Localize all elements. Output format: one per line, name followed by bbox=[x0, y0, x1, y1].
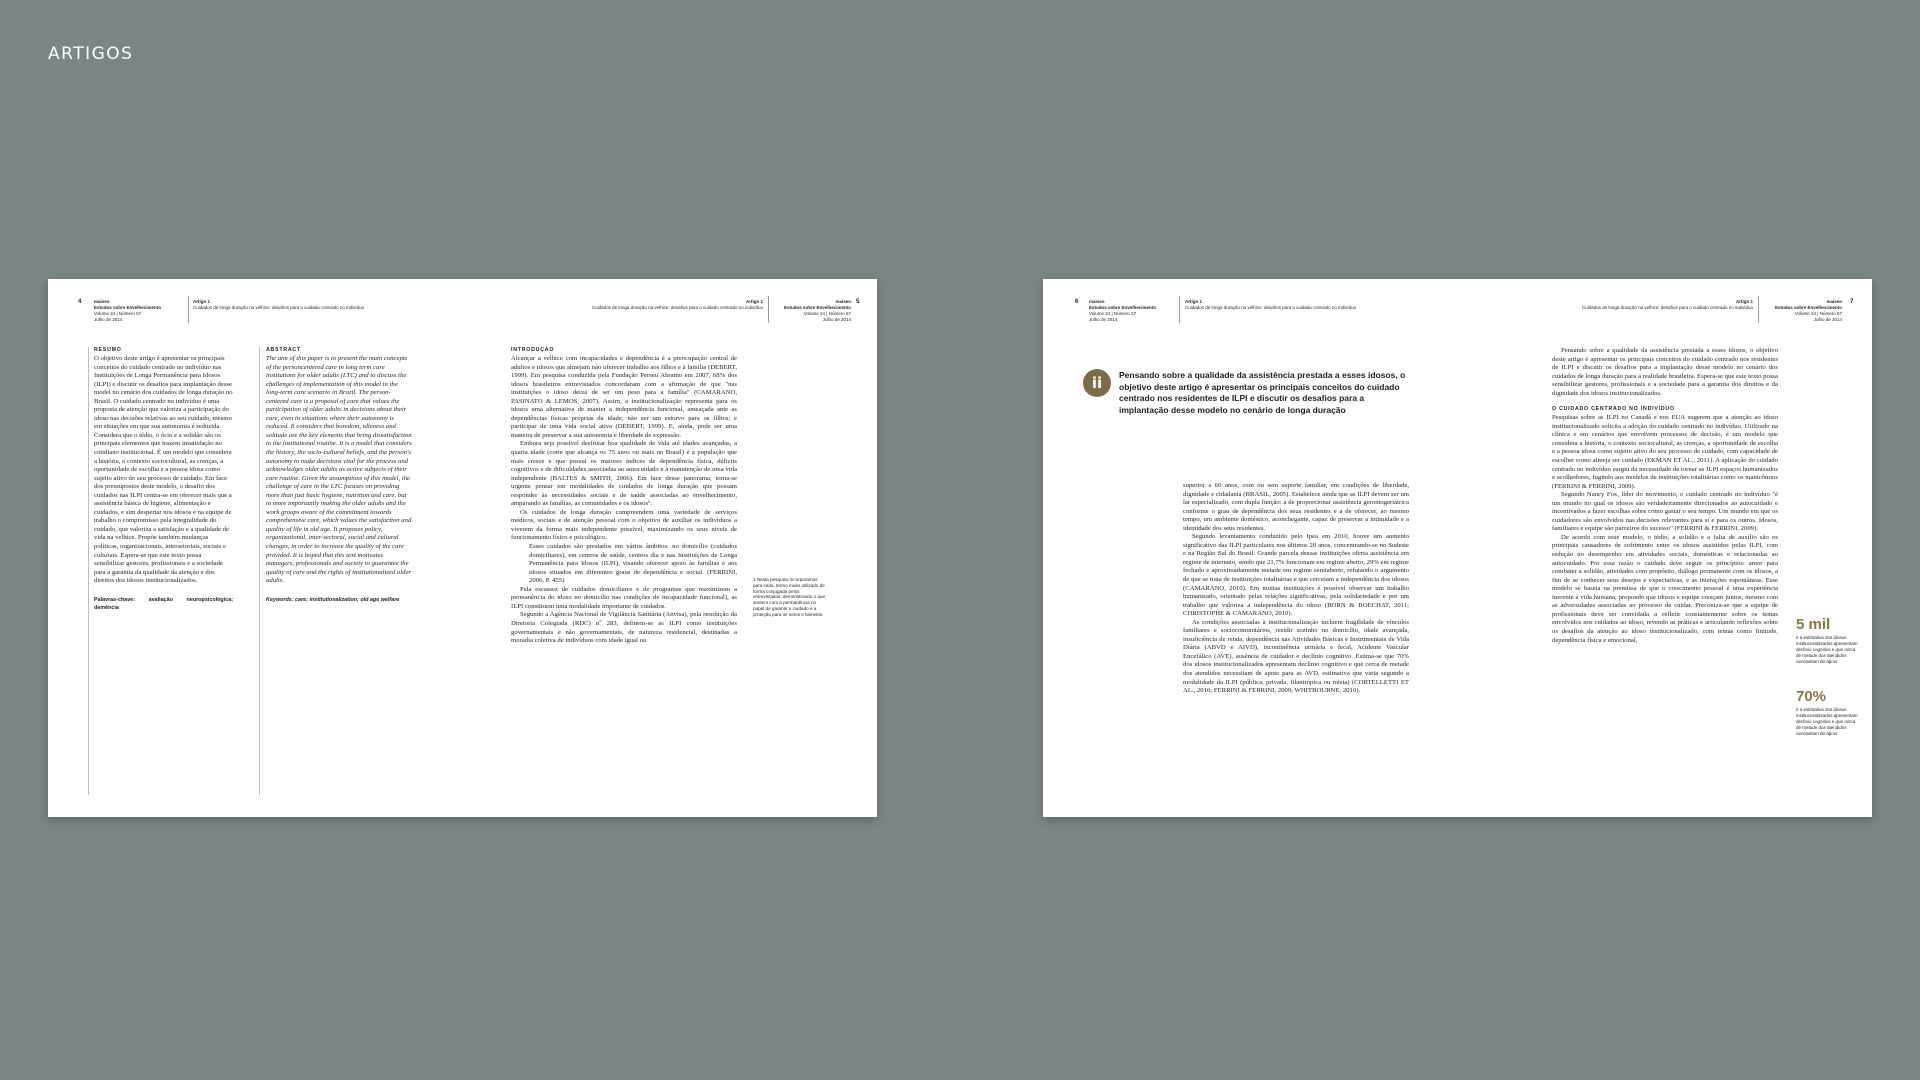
abstract-keywords: Keywords: care; institutionalization; old age welfare bbox=[266, 596, 400, 603]
intro-paragraph: Embora seja possível desfrutar boa qualidade de vida até idades avançadas, a quarta idade (corte que alcança os 75 anos ou mais no Brasil) é a população que mais cresce e que possui os maiores índices de dependência física, déficits cognitivos e de dificuldades associadas ao autocuidado e à manutenção de uma vida independente (BALTES & SMITH, 2006). Em face desse panorama, torna-se urgente pensar em modalidades de cuidados de longa duração que possam responder às necessidades sociais e de saúde associadas ao envelhecimento, amparando as famílias, as comunidades e os idosos¹. bbox=[511, 440, 737, 508]
journal-subtitle: Estudos sobre Envelhecimento bbox=[1774, 305, 1842, 310]
body-paragraph: Segundo levantamento conduzido pelo Ipea em 2010, houve um aumento significativo das ILPI particulares nos últimos 20 anos, concentrando-se no Sudeste e na Região Sul do Brasil. Grande parcela dessas instituições oferta assistência em regime de internato, sendo que 21,7% funcionam em regime aberto, 29% em regime fechado e aproximadamente metade em regime semiaberto, refutando o argumento de que se trata de instituições totalitárias e que cerceiam a independência dos idosos (CAMARANO, 2010). Em muitas instituições é possível observar um trabalho humanizado, orientado pelas relações significativas, pela solidariedade e por um trabalho que valoriza a independência do idoso (BORN & BOECHAT, 2011; CHRISTOPHE & CAMARANO, 2010). bbox=[1183, 533, 1409, 618]
stat-description: é a estimativa dos idosos institucionalizados apresentam declínio cognitivo e que cerca de metade dos atendidos necessitam de apoio bbox=[1796, 635, 1858, 664]
journal-subtitle: Estudos sobre Envelhecimento bbox=[783, 305, 851, 310]
article-title: Cuidados de longa duração na velhice: desafios para o cuidado centrado no indivíduo bbox=[1581, 305, 1753, 310]
journal-name: maiseo bbox=[94, 299, 110, 304]
introducao-column bbox=[511, 347, 737, 805]
journal-volume: Volume 24 | Número 57 bbox=[803, 311, 851, 316]
running-header-journal bbox=[1764, 299, 1842, 323]
page6-text-column bbox=[1183, 482, 1409, 802]
column-rule bbox=[88, 347, 89, 795]
page7-text-column bbox=[1552, 347, 1778, 807]
info-icon: ii bbox=[1083, 369, 1111, 397]
stat-description: é a estimativa dos idosos institucionalizados apresentam declínio cognitivo e que cerca de metade dos atendidos necessitam de apoio bbox=[1796, 707, 1858, 736]
intro-paragraph: Os cuidados de longa duração compreendem uma variedade de serviços médicos, sociais e de atenção pessoal com o objetivo de auxiliar os indivíduos a viverem da forma mais independente possível, maximizando os seus níveis de funcionamento físico e psicológico. bbox=[511, 508, 737, 542]
header-rule bbox=[768, 296, 769, 323]
body-paragraph: Pensando sobre a qualidade da assistência prestada a esses idosos, o objetivo deste artigo é apresentar os principais conceitos do cuidado centrado nos residentes de ILPI e discutir os desafios para a implantação desse modelo no cenário dos cuidados de longa duração para a realidade brasileira. Espera-se que este texto possa sensibilizar gestores, profissionais e a sociedade para a garantia dos direitos e da dignidade dos idosos institucionalizados. bbox=[1552, 347, 1778, 397]
body-paragraph: De acordo com esse modelo, o tédio, a solidão e a falta de auxílio são os principais causadores de sofrimento entre os idosos assistidos pelas ILPI, com redução no desempenho em atividades sociais, domésticas e relacionadas ao autocuidado. Por essa razão o cuidado deve seguir os princípios: amor para combater a solidão, atividades com propósito, diálogo permanente com os idosos, a fim de se conhecer seus desejos e expectativas, e as interações espontâneas. Esse modelo se baseia na premissa de que o crescimento pessoal é uma experiência inerente à vida humana, propondo que idosos e equipe cresçam juntos, mesmo com as adversidades associadas ao processo de cuidar. Preconiza-se que a equipe de profissionais deve ser convidada a refletir constantemente sobre os temas envolvidos nos cuidados ao idoso, revendo as práticas e articulando reflexões sobre os desafios da atenção ao idoso institucionalizado, com temas como finitude, dependência física e emocional, bbox=[1552, 533, 1778, 644]
journal-name: maiseo bbox=[1089, 299, 1105, 304]
article-title: Cuidados de longa duração na velhice: desafios para o cuidado centrado no indivíduo bbox=[193, 305, 365, 310]
running-header-article bbox=[1573, 299, 1753, 311]
journal-date: Julho de 2014 bbox=[822, 317, 851, 322]
body-paragraph: Pesquisas sobre as ILPI no Canadá e nos EUA sugerem que a atenção ao idoso institucionalizado solicita a adoção do cuidado centrado no indivíduo. Utilizado na clínica e em cenários que envolvem processos de decisão, é um modelo que considera a história, o contexto sociocultural, as crenças, a oportunidade de escolha e a pessoa idosa como sujeito ativo do seu processo de cuidado, com capacidade de escolher como almeja ser cuidado (EKMAN ET AL., 2011). A aplicação do cuidado centrado no indivíduo surgiu da necessidade de tornar as ILPI espaços humanizados e acolhedores, fugindo aos modelos de instituições totalitárias como os manicômios (FERRINI & FERRINI, 2009). bbox=[1552, 414, 1778, 490]
running-header-article bbox=[583, 299, 763, 311]
resumo-text: O objetivo deste artigo é apresentar os principais conceitos do cuidado centrado no indivíduo nas Instituições de Longa Permanência para Idosos (ILPI) e discutir os desafios para implantação desse model no cenário dos cuidados de longa duração no Brasil. O cuidado centrado no indivíduo é uma proposta de atenção que valoriza a participação do idoso nas decisões relativas ao seu cuidado, mesmo em situações em que sua autonomia é reduzida. Considera que o tédio, o ócio e a solidão são os principais elementos que trazem insatisfação no cotidiano institucional. É um modelo que considera a história, o contexto sociocultural, as crenças, a oportunidade de escolha e a pessoa idosa como sujeito ativo do seu processo de cuidado. Em face dos pressupostos deste modelo, o desafio dos cuidados nas ILPI centra-se em oferecer mais que a assistência básica de higiene, alimentação e cuidados, e sim despertar nos idosos e na equipe de trabalho o compromisso pela integralidade do cuidado, que valoriza a satisfação e a qualidade de vida na velhice. Propõe também mudanças políticas, organizacionais, intersetoriais, sociais e culturais. Espera-se que este texto possa sensibilizar gestores, profissionais e a sociedade para a garantia da qualidade da atenção e dos direitos dos idosos institucionalizados. bbox=[94, 355, 233, 585]
journal-subtitle: Estudos sobre Envelhecimento bbox=[94, 305, 162, 310]
header-rule bbox=[188, 296, 189, 323]
introducao-heading: INTRODUÇÃO bbox=[511, 347, 555, 353]
journal-date: Julho de 2014 bbox=[1089, 317, 1118, 322]
abstract-text: The aim of this paper is to present the main concepts of the personcentered care in long term care institutions for older adults (LTC) and to discuss the challenges of implementation of this model in the long-term care scenario in Brazil. The person-centered care is a proposal of care that values the participation of older adults in decisions about their care, even in situations where their autonomy is reduced. It considers that boredom, idleness and solitude are the key elements that bring dissatisfaction to the institutional routine. It is a model that considers the history, the socio-cultural beliefs, and the person's autonomy to make decisions vital for the process and acknowledges older adults as active subjects of their care routine. Given the assumptions of this model, the challenge of care in the LTC focuses on providing more than just basic hygiene, nutrition and care, but to more importantly making the older adults and the work groups aware of the commitment towards comprehensive care, which values the satisfaction and quality of life in old age. It proposes policy, organizational, inter-sectoral, social and cultural changes, in order to increase the quality of the care provided. It is hoped that this text motivates managers, professionals and society to guarantee the quality of care and the rights of institutionalized older adults. bbox=[266, 355, 412, 585]
page-5 bbox=[463, 279, 877, 817]
intro-paragraph: Alcançar a velhice com incapacidades e dependência é a preocupação central de adultos e idosos que almejam não oferecer trabalho aos filhos e à família (DEBERT, 1999). Em pesquisa conduzida pela Fundação Perseu Abramo em 2007, 68% dos idosos brasileiros entrevistados concordaram com a afirmação de que "nas instituições o idoso deixa de ser um peso para a família" (CAMARANO, PASINATO & LEMOS, 2007). Assim, a institucionalização representa para os idosos uma alternativa de manter a independência funcional, ameaçada ante as dependências físicas próprias da idade; não ser um estorvo para os filhos; e participar de uma vida social ativa (DEBERT, 1999). E, ainda, pode ser uma maneira de preservar a sua autonomia e liberdade de expressão. bbox=[511, 355, 737, 439]
article-label: Artigo 1 bbox=[1185, 299, 1203, 304]
article-label: Artigo 1 bbox=[193, 299, 211, 304]
page-4 bbox=[48, 279, 462, 817]
article-title: Cuidados de longa duração na velhice: desafios para o cuidado centrado no indivíduo bbox=[591, 305, 763, 310]
article-title: Cuidados de longa duração na velhice: desafios para o cuidado centrado no indivíduo bbox=[1185, 305, 1357, 310]
running-header-article bbox=[1185, 299, 1356, 311]
running-header-journal bbox=[94, 299, 161, 323]
header-rule bbox=[1758, 296, 1759, 323]
stat-value: 70% bbox=[1796, 688, 1827, 705]
page-number: 5 bbox=[856, 299, 860, 305]
body-paragraph: superior a 60 anos, com ou sem suporte familiar, em condições de liberdade, dignidade e cidadania (BRASIL, 2005). Estabelece ainda que as ILPI devem ser um lar especializado, com dupla função: a de proporcionar assistência gerontogeriátrica conforme o grau de dependência dos seus residentes e a de oferecer, ao mesmo tempo, um ambiente doméstico, aconchegante, capaz de preservar a intimidade e a identidade dos seus residentes. bbox=[1183, 482, 1409, 532]
running-header-article bbox=[193, 299, 364, 311]
running-header-journal bbox=[773, 299, 851, 323]
running-header-journal bbox=[1089, 299, 1156, 323]
resumo-heading: RESUMO bbox=[94, 347, 122, 353]
journal-name: maiseo bbox=[835, 299, 851, 304]
journal-volume: Volume 24 | Número 57 bbox=[94, 311, 142, 316]
page-number: 6 bbox=[1075, 299, 1079, 305]
spread-pages-6-7 bbox=[1043, 279, 1872, 817]
abstract-column bbox=[266, 347, 412, 807]
stat-value: 5 mil bbox=[1796, 616, 1831, 633]
journal-name: maiseo bbox=[1826, 299, 1842, 304]
article-label: Artigo 1 bbox=[1735, 299, 1753, 304]
callout-text: Pensando sobre a qualidade da assistência prestada a esses idosos, o objetivo deste artigo é apresentar os principais conceitos do cuidado centrado nos residentes de ILPI e discutir os desafios para a implantação desse modelo no cenário de longa duração bbox=[1119, 370, 1406, 415]
page-number: 7 bbox=[1850, 299, 1854, 305]
intro-quote: Esses cuidados são prestados em vários âmbitos: no domicílio (cuidados domiciliares), em centros de saúde, centros dia e nas Instituições de Longa Permanência para Idosos (ILPI), visando oferecer apoio às famílias e aos idosos situados em diferentes graus de dependência e social. (FERRINI, 2006, P. 455) bbox=[529, 543, 737, 585]
intro-paragraph: Pela escassez de cuidados domiciliares e de programas que maximizem a permanência do idoso no domicílio nas condições de incapacidade funcional), as ILPI constituem uma modalidade importante de cuidados. bbox=[511, 585, 737, 610]
page-7 bbox=[1458, 279, 1872, 817]
journal-volume: Volume 24 | Número 57 bbox=[1089, 311, 1137, 316]
article-label: Artigo 1 bbox=[745, 299, 763, 304]
section-heading: O CUIDADO CENTRADO NO INDIVÍDUO bbox=[1552, 406, 1675, 413]
footnote: 1 Nesta pesquisa incorporamos para cada, termo muito utilizado de forma conjugada pelos entrevistados, demonstrando o que sentem com a permanência no papel de garantir o cuidado e a proteção para os netos e bisnetos. bbox=[753, 577, 826, 617]
column-rule bbox=[259, 347, 260, 795]
journal-volume: Volume 24 | Número 57 bbox=[1794, 311, 1842, 316]
page-6 bbox=[1043, 279, 1457, 817]
abstract-heading: ABSTRACT bbox=[266, 347, 301, 353]
resumo-keywords: Palavras-chave: avaliação neuropsicológica; demência bbox=[94, 596, 233, 611]
journal-date: Julho de 2014 bbox=[1813, 317, 1842, 322]
intro-paragraph: Segundo a Agência Nacional de Vigilância Sanitária (Anvisa), pela resolução da Diretoria Colegiada (RDC) nº 283, definem-se as ILPI como instituições governamentais e não governamentais, de natureza residencial, destinadas a moradia coletiva de indivíduos com idade igual ou bbox=[511, 611, 737, 645]
body-paragraph: Segundo Nancy Fox, líder do movimento, o cuidado centrado no indivíduo "é um mundo no qual os idosos são verdadeiramente direcionados ao autocuidado e incentivados a fazer escolhas sobre como gastar o seu tempo. Um mundo em que os cuidadores são envolvidos nas decisões relevantes para si e para os outros. Idosos, familiares e equipe são parceiros do sucesso" (FERRINI & FERRINI, 2009). bbox=[1552, 491, 1778, 533]
header-rule bbox=[1179, 296, 1180, 323]
journal-subtitle: Estudos sobre Envelhecimento bbox=[1089, 305, 1157, 310]
section-label: ARTIGOS bbox=[48, 44, 134, 64]
spread-pages-4-5 bbox=[48, 279, 877, 817]
journal-date: Julho de 2014 bbox=[94, 317, 123, 322]
page-number: 4 bbox=[78, 299, 82, 305]
resumo-column bbox=[94, 347, 233, 807]
body-paragraph: As condições associadas à institucionalização incluem fragilidade de vínculos familiares e sociocomunitários, residir sozinho no domicílio, idade avançada, insuficiência de renda, dependência nas Atividades Básicas e Instrumentais de Vida Diária (ABVD e AIVD), incontinência urinária e fecal, Acidente Vascular Encefálico (AVE), ausência de cuidador e declínio cognitivo. Estima-se que 70% dos idosos institucionalizados apresentam declínio cognitivo e que cerca de metade dos atendidos necessitam de apoio para as AVD, estimativa que varia segundo a modalidade da ILPI (pública, privada, filantrópica ou mista) (CORTELLETTI ET AL., 2010; FERRINI & FERRINI, 2009; WHITBOURNE, 2010). bbox=[1183, 618, 1409, 695]
